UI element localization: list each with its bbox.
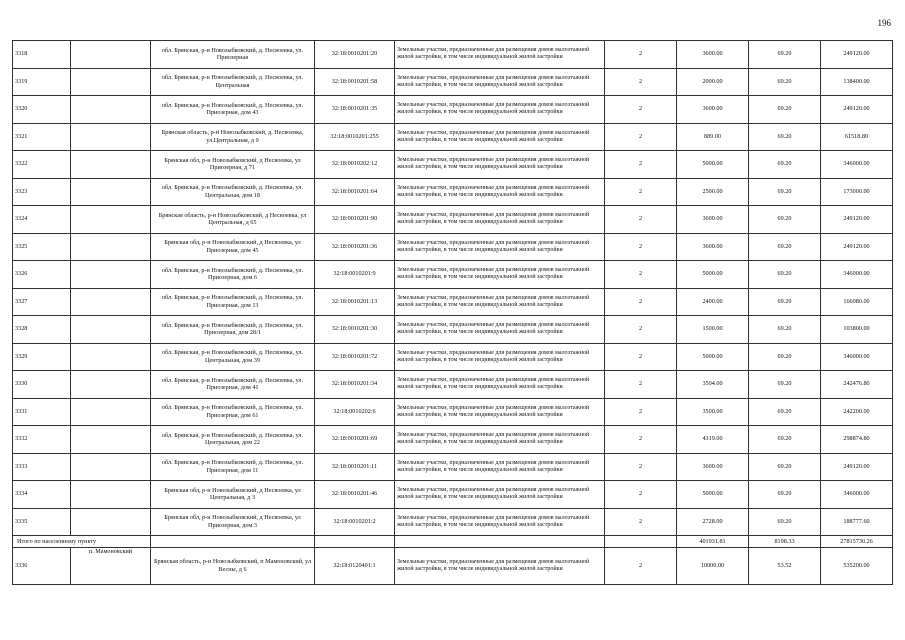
row-area: 5000.00 [677,343,749,371]
row-area: 3600.00 [677,233,749,261]
row-spacer [71,178,151,206]
row-code: 2 [605,41,677,69]
row-code: 2 [605,508,677,536]
row-purpose: Земельные участки, предназначенные для размещения домов малоэтажной жилой застройки, в том числе индивидуальной жилой застройки [395,123,605,151]
row-area: 4319.00 [677,426,749,454]
row-spacer [71,481,151,509]
row-rate: 69.20 [749,261,821,289]
row-rate: 69.20 [749,41,821,69]
row-total: 535200.00 [821,548,893,585]
section-row [13,548,893,585]
row-address: Брянская область, р-н Новозыбковский, д Несвоевка, ул Центральная, д 65 [151,206,315,234]
row-total: 188777.60 [821,508,893,536]
row-rate: 69.20 [749,481,821,509]
row-total: 242200.00 [821,398,893,426]
row-address: Брянская обл, р-н Новозыбковский, д Несвоевка, ул Приозерная, д 71 [151,151,315,179]
row-purpose: Земельные участки, предназначенные для размещения домов малоэтажной жилой застройки, в том числе индивидуальной жилой застройки [395,96,605,124]
row-area: 5000.00 [677,481,749,509]
row-area: 3500.00 [677,398,749,426]
row-id: 3333 [13,453,71,481]
row-area: 2400.00 [677,288,749,316]
row-id: 3332 [13,426,71,454]
row-purpose: Земельные участки, предназначенные для размещения домов малоэтажной жилой застройки, в том числе индивидуальной жилой застройки [395,68,605,96]
row-total: 166080.00 [821,288,893,316]
row-area: 2728.00 [677,508,749,536]
table-row [13,261,893,289]
row-cadastral-number: 32:18:0010201:13 [315,288,395,316]
row-cadastral-number: 32:18:0010201:30 [315,316,395,344]
row-purpose: Земельные участки, предназначенные для размещения домов малоэтажной жилой застройки, в том числе индивидуальной жилой застройки [395,178,605,206]
row-rate: 69.20 [749,316,821,344]
row-purpose: Земельные участки, предназначенные для размещения домов малоэтажной жилой застройки, в том числе индивидуальной жилой застройки [395,398,605,426]
row-code: 2 [605,151,677,179]
row-purpose: Земельные участки, предназначенные для размещения домов малоэтажной жилой застройки, в том числе индивидуальной жилой застройки [395,426,605,454]
row-cadastral-number: 32:18:0010201:9 [315,261,395,289]
section-name: п. Мамоновский [71,548,151,585]
row-cadastral-number: 32:18:0010201:36 [315,233,395,261]
row-address: Брянская обл, р-н Новозыбковский, д Несвоевка, ул Центральная, д 3 [151,481,315,509]
row-purpose: Земельные участки, предназначенные для размещения домов малоэтажной жилой застройки, в том числе индивидуальной жилой застройки [395,288,605,316]
row-id: 3327 [13,288,71,316]
row-cadastral-number: 32:18:0010201:46 [315,481,395,509]
row-id: 3336 [13,548,71,585]
row-code: 2 [605,68,677,96]
table-row [13,178,893,206]
row-total: 242476.80 [821,371,893,399]
row-cadastral-number: 32:18:0010201:20 [315,41,395,69]
row-id: 3330 [13,371,71,399]
row-spacer [71,41,151,69]
row-purpose: Земельные участки, предназначенные для размещения домов малоэтажной жилой застройки, в том числе индивидуальной жилой застройки [395,508,605,536]
row-cadastral-number: 32:18:0010201:35 [315,96,395,124]
row-spacer [71,96,151,124]
row-id: 3326 [13,261,71,289]
row-address: Брянская область, р-н Новозыбковский, д. Несвоевка, ул.Центральная, д 9 [151,123,315,151]
row-rate: 69.20 [749,371,821,399]
row-spacer [71,398,151,426]
table-row [13,343,893,371]
row-area: 3600.00 [677,41,749,69]
row-spacer [71,68,151,96]
row-code: 2 [605,426,677,454]
row-total: 61518.80 [821,123,893,151]
table-row [13,41,893,69]
page-number: 196 [877,18,891,28]
land-registry-table [12,40,893,585]
row-cadastral-number: 32:18:0010202:12 [315,151,395,179]
row-spacer [71,343,151,371]
row-id: 3335 [13,508,71,536]
row-spacer [71,371,151,399]
row-id: 3323 [13,178,71,206]
row-id: 3320 [13,96,71,124]
row-cadastral-number: 32:18:0010201:34 [315,371,395,399]
row-address: Брянская обл, р-н Новозыбковский, д Несвоевка, ул Приозерная, дом 45 [151,233,315,261]
row-code: 2 [605,96,677,124]
row-rate: 69.20 [749,508,821,536]
row-code: 2 [605,343,677,371]
row-spacer [71,453,151,481]
row-total: 298874.80 [821,426,893,454]
table-row [13,453,893,481]
row-cadastral-number: 32:18:0010202:6 [315,398,395,426]
row-cadastral-number: 32:18:0010201:69 [315,426,395,454]
row-area: 3504.00 [677,371,749,399]
row-purpose: Земельные участки, предназначенные для размещения домов малоэтажной жилой застройки, в том числе индивидуальной жилой застройки [395,151,605,179]
row-total: 249120.00 [821,206,893,234]
table-row [13,398,893,426]
row-cadastral-number: 32:18:0010201:255 [315,123,395,151]
row-code: 2 [605,123,677,151]
row-purpose: Земельные участки, предназначенные для размещения домов малоэтажной жилой застройки, в том числе индивидуальной жилой застройки [395,343,605,371]
table-row [13,206,893,234]
row-cadastral-number: 32:18:0010201:2 [315,508,395,536]
row-purpose: Земельные участки, предназначенные для размещения домов малоэтажной жилой застройки, в том числе индивидуальной жилой застройки [395,41,605,69]
table-row [13,371,893,399]
row-rate: 69.20 [749,426,821,454]
row-cadastral-number: 32:18:0010201:11 [315,453,395,481]
row-code: 2 [605,178,677,206]
row-area: 1500.00 [677,316,749,344]
row-cadastral-number: 32:18:0010201:58 [315,68,395,96]
table-row [13,233,893,261]
row-total: 346000.00 [821,343,893,371]
row-spacer [71,206,151,234]
row-spacer [71,508,151,536]
row-purpose: Земельные участки, предназначенные для размещения домов малоэтажной жилой застройки, в том числе индивидуальной жилой застройки [395,453,605,481]
row-id: 3328 [13,316,71,344]
table-body [13,41,893,536]
row-code: 2 [605,233,677,261]
row-address: обл. Брянская, р-н Новозыбковский, д. Несвоевка, ул. Приозерная, дом 61 [151,398,315,426]
row-spacer [71,426,151,454]
table-row [13,151,893,179]
row-id: 3324 [13,206,71,234]
row-spacer [71,261,151,289]
row-address: обл. Брянская, р-н Новозыбковский, д. Несвоевка, ул. Приозерная, дом 43 [151,96,315,124]
row-id: 3325 [13,233,71,261]
row-area: 3600.00 [677,96,749,124]
row-purpose: Земельные участки, предназначенные для размещения домов малоэтажной жилой застройки, в том числе индивидуальной жилой застройки [395,316,605,344]
row-area: 5000.00 [677,261,749,289]
row-code: 2 [605,261,677,289]
row-code: 2 [605,371,677,399]
row-total: 346000.00 [821,481,893,509]
row-total: 249120.00 [821,233,893,261]
row-purpose: Земельные участки, предназначенные для размещения домов малоэтажной жилой застройки, в том числе индивидуальной жилой застройки [395,481,605,509]
table-row [13,288,893,316]
row-purpose: Земельные участки, предназначенные для размещения домов малоэтажной жилой застройки, в том числе индивидуальной жилой застройки [395,548,605,585]
row-id: 3318 [13,41,71,69]
row-rate: 69.20 [749,151,821,179]
table-row [13,96,893,124]
subtotal-total: 27815730.26 [821,536,893,548]
table-row [13,481,893,509]
table-footer [13,536,893,585]
row-cadastral-number: 32:18:0010201:64 [315,178,395,206]
row-purpose: Земельные участки, предназначенные для размещения домов малоэтажной жилой застройки, в том числе индивидуальной жилой застройки [395,261,605,289]
row-id: 3321 [13,123,71,151]
table-row [13,426,893,454]
row-address: обл. Брянская, р-н Новозыбковский, д. Несвоевка, ул. Приозерная, дом 28/1 [151,316,315,344]
row-code: 2 [605,548,677,585]
table-row [13,316,893,344]
row-rate: 69.20 [749,343,821,371]
row-rate: 69.20 [749,123,821,151]
row-address: обл. Брянская, р-н Новозыбковский, д. Несвоевка, ул. Приозерная, дом 41 [151,371,315,399]
row-address: обл. Брянская, р-н Новозыбковский, д. Несвоевка, ул. Приозерная, дом 11 [151,453,315,481]
row-rate: 69.20 [749,233,821,261]
row-purpose: Земельные участки, предназначенные для размещения домов малоэтажной жилой застройки, в том числе индивидуальной жилой застройки [395,233,605,261]
row-rate: 53.52 [749,548,821,585]
row-total: 249120.00 [821,96,893,124]
row-rate: 69.20 [749,206,821,234]
row-address: Брянская обл, р-н Новозыбковский, д Несвоевка, ул Приозерная, дом 3 [151,508,315,536]
row-rate: 69.20 [749,68,821,96]
row-area: 10000.00 [677,548,749,585]
row-spacer [71,123,151,151]
row-total: 346000.00 [821,261,893,289]
row-code: 2 [605,453,677,481]
row-address: обл. Брянская, р-н Новозыбковский, д. Несвоевка, ул. Приозерная [151,41,315,69]
row-spacer [71,288,151,316]
row-address: обл. Брянская, р-н Новозыбковский, д. Несвоевка, ул. Приозерная, дом 13 [151,288,315,316]
row-cadastral-number: 32:18:0120401:1 [315,548,395,585]
row-rate: 69.20 [749,96,821,124]
row-id: 3334 [13,481,71,509]
row-id: 3329 [13,343,71,371]
row-code: 2 [605,206,677,234]
row-rate: 69.20 [749,398,821,426]
table-row [13,68,893,96]
table-row [13,508,893,536]
row-total: 138400.00 [821,68,893,96]
row-rate: 69.20 [749,453,821,481]
row-address: обл. Брянская, р-н Новозыбковский, д. Несвоевка, ул. Центральная, дом 18 [151,178,315,206]
row-id: 3322 [13,151,71,179]
row-total: 103800.00 [821,316,893,344]
row-area: 5000.00 [677,151,749,179]
row-address: Брянская область, р-н Новозыбковский, п Мамоновский, ул Весны, д 6 [151,548,315,585]
subtotal-rate: 8198.33 [749,536,821,548]
row-area: 3600.00 [677,206,749,234]
row-code: 2 [605,316,677,344]
row-id: 3331 [13,398,71,426]
row-address: обл. Брянская, р-н Новозыбковский, д. Несвоевка, ул. Центральная, дом 39 [151,343,315,371]
row-total: 249120.00 [821,41,893,69]
row-spacer [71,151,151,179]
row-purpose: Земельные участки, предназначенные для размещения домов малоэтажной жилой застройки, в том числе индивидуальной жилой застройки [395,371,605,399]
row-spacer [71,316,151,344]
table-row [13,123,893,151]
row-id: 3319 [13,68,71,96]
row-area: 2500.00 [677,178,749,206]
row-address: обл. Брянская, р-н Новозыбковский, д. Несвоевка, ул. Центральная, дом 22 [151,426,315,454]
row-address: обл. Брянская, р-н Новозыбковский, д. Несвоевка, ул. Приозерная, дом 6 [151,261,315,289]
row-area: 889.00 [677,123,749,151]
subtotal-row [13,536,893,548]
row-code: 2 [605,481,677,509]
row-cadastral-number: 32:18:0010201:72 [315,343,395,371]
row-cadastral-number: 32:18:0010201:90 [315,206,395,234]
row-total: 346000.00 [821,151,893,179]
row-spacer [71,233,151,261]
row-total: 173000.00 [821,178,893,206]
row-rate: 69.20 [749,178,821,206]
row-total: 249120.00 [821,453,893,481]
row-area: 2000.00 [677,68,749,96]
subtotal-label: Итого по населенному пункту [13,536,151,548]
subtotal-area: 401931.81 [677,536,749,548]
row-rate: 69.20 [749,288,821,316]
row-address: обл. Брянская, р-н Новозыбковский, д. Несвоевка, ул. Центральная [151,68,315,96]
row-code: 2 [605,398,677,426]
row-area: 3600.00 [677,453,749,481]
row-purpose: Земельные участки, предназначенные для размещения домов малоэтажной жилой застройки, в том числе индивидуальной жилой застройки [395,206,605,234]
row-code: 2 [605,288,677,316]
